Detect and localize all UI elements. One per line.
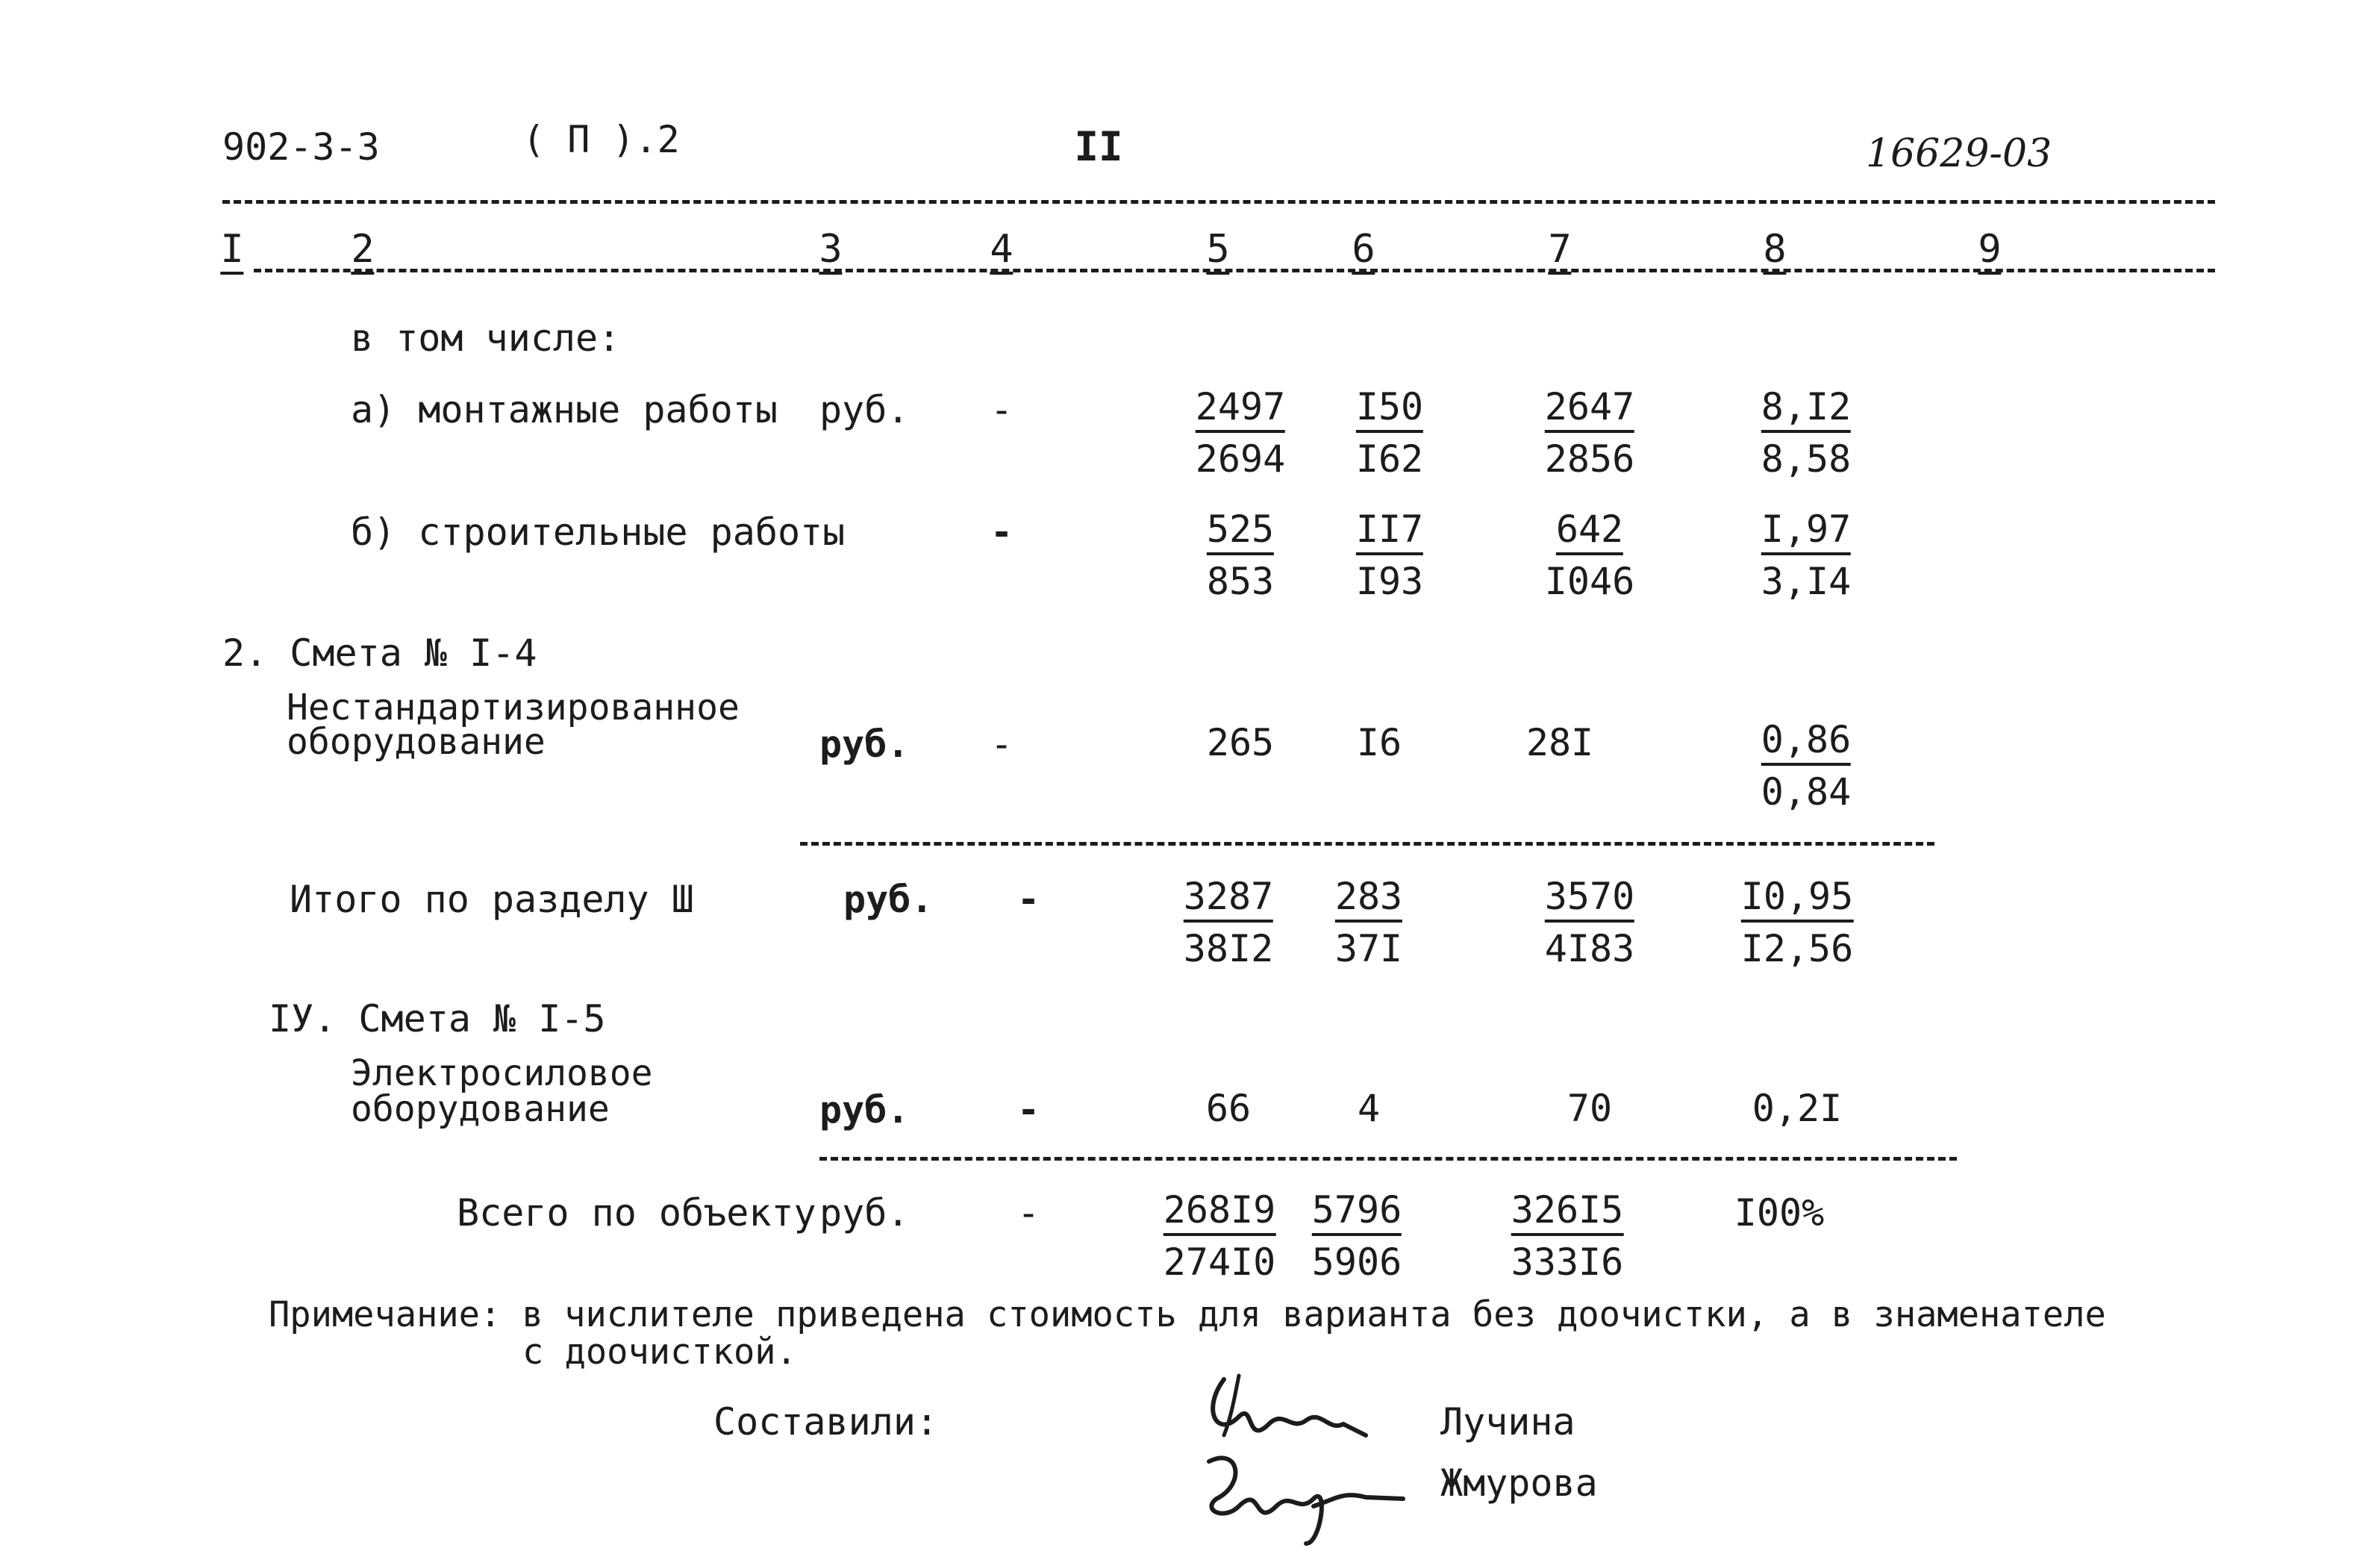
- column-5-value: 265: [1206, 721, 1275, 764]
- estimate-title: IУ. Смета № I-5: [269, 997, 606, 1040]
- denominator: I62: [1355, 437, 1424, 481]
- column-6-value: I6: [1356, 721, 1402, 764]
- row-label: Всего по объекту: [457, 1191, 816, 1235]
- denominator: 37I: [1334, 927, 1403, 970]
- subtotal-dashed-rule: [800, 842, 1934, 846]
- column-number: 6: [1352, 230, 1375, 275]
- denominator: I2,56: [1740, 927, 1854, 970]
- note-line-2: с доочисткой.: [522, 1332, 797, 1373]
- numerator: 0,86: [1761, 721, 1851, 766]
- denominator: I93: [1355, 560, 1424, 603]
- numerator: I,97: [1761, 511, 1851, 555]
- signer-name: Жмурова: [1440, 1461, 1598, 1505]
- numerator: 268I9: [1164, 1191, 1276, 1236]
- numerator: 3570: [1545, 878, 1634, 923]
- numerator: 2647: [1545, 388, 1634, 433]
- in-that-number-label: в том числе:: [351, 316, 621, 360]
- denominator: 2694: [1195, 437, 1286, 481]
- numerator: 3287: [1184, 878, 1273, 923]
- page-number: II: [1074, 123, 1123, 170]
- column-7-value: 28I: [1525, 721, 1594, 764]
- header-dashed-rule: [222, 200, 2215, 204]
- column-number: 4: [990, 230, 1013, 275]
- column-8-value: I00%: [1734, 1191, 1825, 1235]
- column-number: 7: [1548, 230, 1571, 275]
- denominator: 853: [1206, 560, 1275, 603]
- column-4-value: -: [1016, 1088, 1040, 1132]
- unit: руб.: [843, 878, 934, 921]
- numerator: I0,95: [1741, 878, 1854, 923]
- denominator: 8,58: [1761, 437, 1852, 481]
- column-4-value: -: [990, 511, 1013, 554]
- denominator: 38I2: [1183, 927, 1274, 970]
- column-8-value: 0,2I: [1752, 1087, 1843, 1130]
- numerator: II7: [1356, 511, 1423, 555]
- unit: руб.: [819, 1191, 910, 1235]
- signer-name: Лучина: [1440, 1400, 1575, 1444]
- denominator: I046: [1544, 560, 1635, 603]
- note-line-1: Примечание: в числителе приведена стоимость для варианта без доочистки, а в знаменателе: [269, 1294, 2106, 1335]
- column-4-value: -: [990, 723, 1013, 766]
- column-number: I: [220, 230, 243, 275]
- column-number: 3: [819, 230, 842, 275]
- column-6-value: 4: [1357, 1087, 1381, 1130]
- column-dashed-rule: [254, 269, 2215, 272]
- numerator: 525: [1207, 511, 1274, 555]
- numerator: 2497: [1196, 388, 1285, 433]
- numerator: 326I5: [1511, 1191, 1624, 1236]
- column-7-value: 70: [1567, 1087, 1613, 1130]
- denominator: 5906: [1311, 1241, 1402, 1284]
- column-number: 9: [1978, 230, 2001, 275]
- row-label: а) монтажные работы: [351, 388, 778, 431]
- numerator: 5796: [1312, 1191, 1402, 1236]
- denominator: 333I6: [1511, 1241, 1624, 1284]
- signature-scribble-icon: [1194, 1439, 1418, 1551]
- column-4-value: -: [1016, 1191, 1040, 1235]
- denominator: 274I0: [1163, 1241, 1276, 1284]
- row-label: Нестандартизированное: [287, 687, 740, 728]
- doc-code: 902-3-3: [222, 125, 380, 169]
- row-label: оборудование: [287, 721, 546, 763]
- numerator: 283: [1335, 878, 1402, 923]
- column-5-value: 66: [1205, 1087, 1252, 1130]
- column-4-value: -: [990, 388, 1013, 431]
- row-label: Электросиловое: [351, 1052, 653, 1094]
- compiled-by-label: Составили:: [713, 1400, 939, 1444]
- numerator: 8,I2: [1761, 388, 1851, 433]
- numerator: 642: [1556, 511, 1623, 555]
- column-number: 8: [1763, 230, 1786, 275]
- handwritten-number: 16629-03: [1866, 131, 2052, 176]
- denominator: 3,I4: [1761, 560, 1852, 603]
- denominator: 0,84: [1761, 770, 1852, 814]
- total-dashed-rule: [819, 1157, 1957, 1161]
- row-label: Итого по разделу Ш: [290, 878, 694, 921]
- row-label: оборудование: [351, 1088, 610, 1130]
- row-label: б) строительные работы: [351, 511, 846, 554]
- doc-part: ( П ).2: [522, 118, 680, 161]
- numerator: I50: [1356, 388, 1423, 433]
- column-number: 5: [1206, 230, 1229, 275]
- unit: руб.: [819, 1088, 910, 1132]
- unit: руб.: [819, 388, 910, 431]
- column-number: 2: [351, 230, 374, 275]
- column-4-value: -: [1016, 878, 1040, 921]
- denominator: 2856: [1544, 437, 1635, 481]
- unit: руб.: [819, 723, 910, 766]
- denominator: 4I83: [1544, 927, 1635, 970]
- estimate-title: 2. Смета № I-4: [222, 631, 537, 675]
